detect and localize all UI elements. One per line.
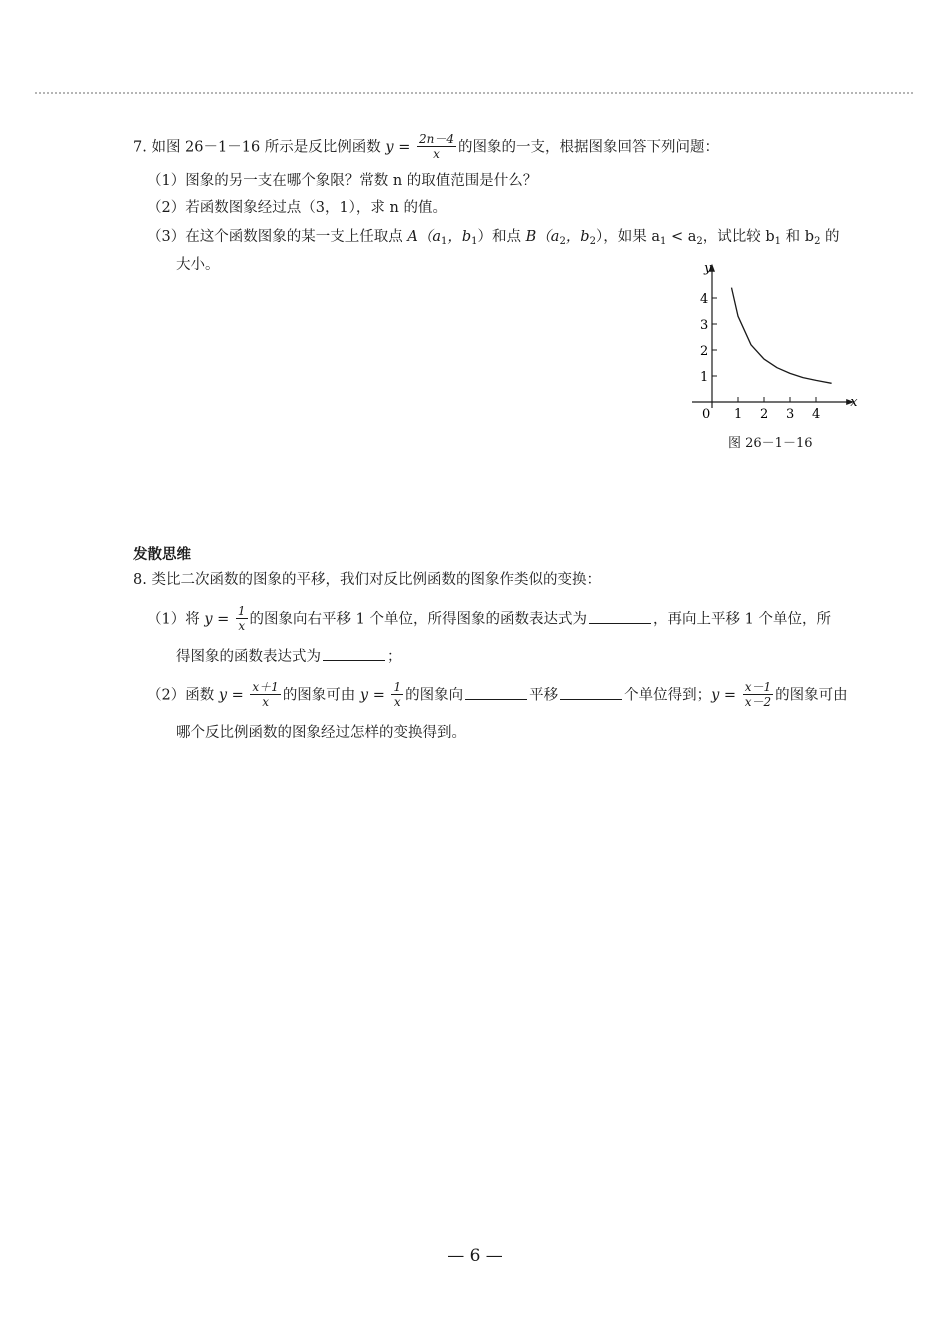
subscript: 2 xyxy=(696,236,703,247)
q8-part1-text2: ，再向上平移 1 个单位，所 xyxy=(653,611,831,628)
q7-fraction-numerator: 2n－4 xyxy=(418,132,454,146)
figure-caption: 图 26－1－16 xyxy=(728,436,813,451)
origin-label: 0 xyxy=(702,407,711,422)
subscript: 1 xyxy=(774,236,782,247)
q7-part3-condition: ），如果 a xyxy=(595,229,660,245)
answer-blank[interactable] xyxy=(465,685,527,700)
answer-blank[interactable] xyxy=(589,609,651,624)
q8-part2-text4: 个单位得到； xyxy=(624,687,712,704)
q8-part2-text3: 平移 xyxy=(529,687,559,704)
subscript: 2 xyxy=(589,236,596,247)
y-tick-label: 3 xyxy=(700,318,709,333)
q8-part2-fraction3 xyxy=(743,680,773,709)
q8-part2 xyxy=(147,681,848,710)
q7-var-y: y xyxy=(385,139,394,156)
q8-part1-text: 的图象向右平移 1 个单位，所得图象的函数表达式为 xyxy=(249,611,587,628)
q8-part1 xyxy=(147,605,831,634)
q7-part3-de: 的 xyxy=(820,229,840,245)
x-tick-label: 1 xyxy=(734,407,743,422)
q7-stem-text: 7. 如图 26－1－16 所示是反比例函数 xyxy=(133,139,386,156)
q8-part2-label: （2）函数 xyxy=(147,687,219,704)
subscript: 2 xyxy=(814,236,821,247)
q8-part2-text5: 的图象可由 xyxy=(775,687,848,704)
subscript: 2 xyxy=(559,236,566,247)
q8-part2-eq1: y = xyxy=(218,687,249,704)
q8-part2-eq2: y = xyxy=(359,687,390,704)
fraction-numerator: 1 xyxy=(393,680,402,694)
axes xyxy=(692,261,858,422)
fraction-denominator: x xyxy=(262,695,269,709)
q7-part2: （2）若函数图象经过点（3，1），求 n 的值。 xyxy=(147,200,447,216)
q8-part1-line2 xyxy=(176,646,402,667)
q8-stem: 8. 类比二次函数的图象的平移，我们对反比例函数的图象作类似的变换： xyxy=(133,572,601,588)
y-tick-label: 4 xyxy=(700,292,709,307)
q7-fraction xyxy=(417,132,456,161)
fraction-numerator: x－1 xyxy=(744,680,772,694)
q7-part3 xyxy=(147,227,840,252)
q8-part1-eq: y = xyxy=(204,611,234,628)
fraction-denominator: x－2 xyxy=(744,695,772,709)
q7-part1: （1）图象的另一支在哪个象限？常数 n 的取值范围是什么？ xyxy=(147,173,538,189)
q7-part3-compare: ，试比较 b xyxy=(702,229,775,245)
q8-part1-fraction xyxy=(236,604,248,633)
q7-equals: = xyxy=(393,139,415,156)
q7-part3-lt: < a xyxy=(666,229,697,245)
q8-part2-eq3: y = xyxy=(711,687,741,704)
x-tick-label: 4 xyxy=(812,407,821,422)
fraction-numerator: 1 xyxy=(237,604,246,618)
y-tick-label: 2 xyxy=(700,344,709,359)
hyperbola-branch xyxy=(732,288,832,384)
x-tick-label: 2 xyxy=(760,407,769,422)
q7-fraction-denominator: x xyxy=(433,147,440,161)
q7-part3-line2: 大小。 xyxy=(176,257,220,273)
q7-part3-text: （3）在这个函数图象的某一支上任取点 xyxy=(147,229,408,245)
q7-point-a: A（a xyxy=(407,229,441,245)
q8-part2-text1: 的图象可由 xyxy=(282,687,360,704)
answer-blank[interactable] xyxy=(323,646,385,661)
section-title: 发散思维 xyxy=(133,547,191,563)
subscript: 1 xyxy=(660,236,667,247)
q8-part2-fraction1 xyxy=(250,680,280,709)
x-tick-label: 3 xyxy=(786,407,795,422)
q7-point-a-b: ，b xyxy=(447,229,472,245)
q8-part2-line2: 哪个反比例函数的图象经过怎样的变换得到。 xyxy=(176,725,466,741)
subscript: 1 xyxy=(440,236,448,247)
q8-part1-line2-end: ； xyxy=(387,649,402,665)
q8-part2-fraction2 xyxy=(391,680,403,709)
curve-layer xyxy=(732,288,832,384)
y-tick-label: 1 xyxy=(700,370,709,385)
q8-part1-label: （1）将 xyxy=(147,611,205,628)
q8-part1-line2-text: 得图象的函数表达式为 xyxy=(176,649,321,665)
fraction-denominator: x xyxy=(393,695,401,709)
y-axis-label: y xyxy=(704,260,712,276)
fraction-numerator: x＋1 xyxy=(252,680,279,694)
x-axis-label: x xyxy=(850,395,858,410)
q7-part3-mid: ）和点 xyxy=(477,229,526,245)
page-number: — 6 — xyxy=(447,1246,503,1266)
q7-stem-tail: 的图象的一支，根据图象回答下列问题： xyxy=(457,139,719,156)
fraction-denominator: x xyxy=(238,619,246,633)
q8-part2-text2: 的图象向 xyxy=(405,687,464,704)
hyperbola-graph xyxy=(680,260,858,426)
header-dotted-divider xyxy=(35,92,913,94)
q7-point-b-b: ，b xyxy=(565,229,590,245)
q7-part3-and: 和 b xyxy=(781,229,815,245)
q7-point-b: B（a xyxy=(525,229,560,245)
subscript: 1 xyxy=(471,236,478,247)
q7-stem xyxy=(133,133,719,162)
answer-blank[interactable] xyxy=(560,685,622,700)
